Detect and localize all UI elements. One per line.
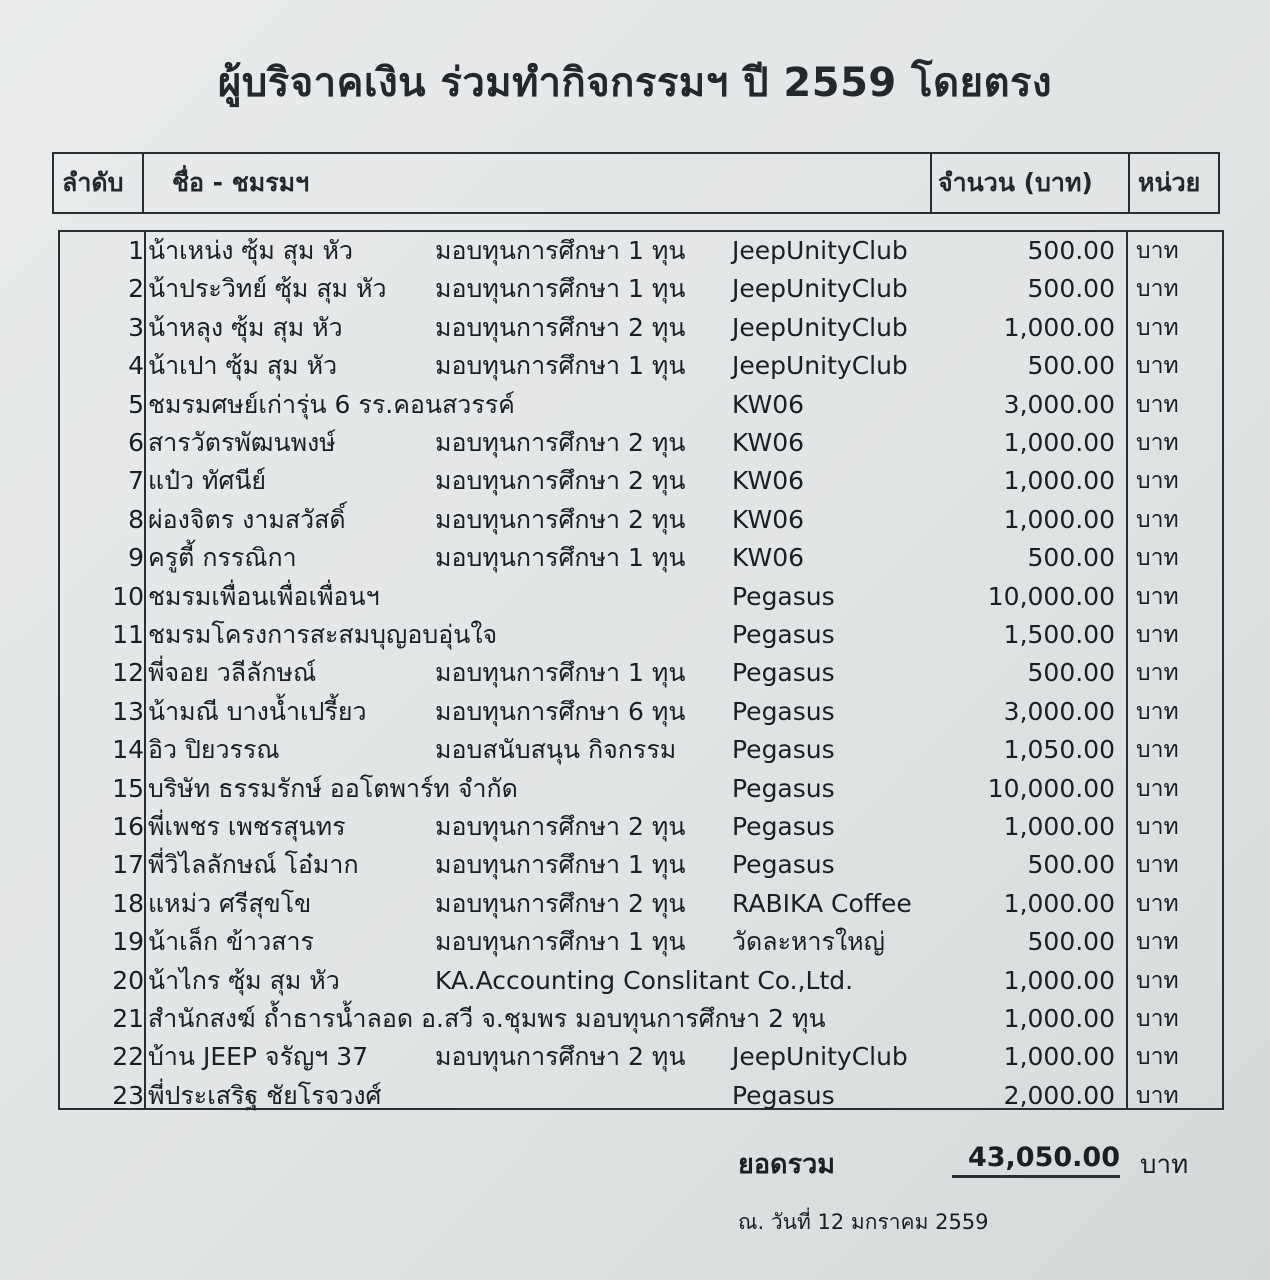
cell-desc: KA.Accounting Conslitant Co.,Ltd. [435, 965, 854, 995]
cell-name: ชมรมศษย์เก่ารุ่น 6 รร.คอนสวรรค์ [148, 389, 515, 419]
cell-amount: 1,000.00 [1003, 965, 1115, 995]
cell-club: JeepUnityClub [732, 1042, 908, 1072]
cell-desc: มอบทุนการศึกษา 1 ทุน [435, 543, 686, 573]
table-row [60, 808, 1222, 846]
cell-name: พี่ประเสริฐ ชัยโรจวงศ์ [148, 1080, 382, 1110]
cell-amount: 1,000.00 [1003, 1042, 1115, 1072]
cell-club: Pegasus [732, 850, 835, 880]
cell-name: บ้าน JEEP จรัญฯ 37 [148, 1042, 369, 1072]
cell-amount: 3,000.00 [1003, 389, 1115, 419]
cell-no: 16 [112, 812, 144, 841]
page-title: ผู้บริจาคเงิน ร่วมทำกิจกรรมฯ ปี 2559 โดยตรง [217, 60, 1053, 106]
cell-unit: บาท [1136, 967, 1179, 994]
header-name: ชื่อ - ชมรมฯ [172, 168, 310, 197]
cell-unit: บาท [1136, 1082, 1179, 1109]
cell-no: 5 [128, 389, 144, 419]
cell-club: Pegasus [732, 773, 835, 803]
cell-amount: 1,000.00 [1003, 428, 1115, 457]
header-no: ลำดับ [62, 168, 124, 197]
cell-name: แป๋ว ทัศนีย์ [148, 466, 267, 496]
table-row [60, 885, 1222, 923]
cell-name: สำนักสงฆ์ ถ้ำธารน้ำลอด อ.สวี จ.ชุมพร มอบทุนการศึกษา 2 ทุน [148, 1004, 826, 1033]
cell-no: 8 [128, 504, 144, 534]
cell-amount: 1,000.00 [1003, 466, 1115, 496]
table-row [60, 693, 1222, 731]
cell-amount: 500.00 [1027, 236, 1115, 265]
cell-desc: มอบทุนการศึกษา 1 ทุน [435, 351, 686, 381]
cell-unit: บาท [1136, 238, 1179, 264]
cell-amount: 1,000.00 [1003, 1004, 1115, 1033]
cell-unit: บาท [1136, 353, 1179, 380]
table-row [60, 846, 1222, 884]
cell-no: 17 [112, 850, 144, 880]
cell-desc: มอบทุนการศึกษา 2 ทุน [435, 312, 686, 342]
cell-no: 10 [112, 581, 144, 611]
cell-unit: บาท [1136, 775, 1179, 802]
cell-desc: มอบทุนการศึกษา 1 ทุน [435, 927, 686, 957]
header-amount: จำนวน (บาท) [938, 168, 1093, 197]
table-row [60, 424, 1222, 462]
cell-desc: มอบทุนการศึกษา 1 ทุน [435, 658, 686, 688]
table-row [60, 616, 1222, 654]
cell-amount: 500.00 [1027, 658, 1115, 688]
table-row [60, 386, 1222, 424]
cell-unit: บาท [1136, 583, 1179, 610]
cell-name: ชมรมโครงการสะสมบุญอบอุ่นใจ [148, 620, 498, 649]
header-divider [930, 154, 932, 212]
cell-name: ผ่องจิตร งามสวัสดิ์ [148, 504, 346, 534]
cell-club: KW06 [732, 504, 805, 534]
cell-club: RABIKA Coffee [732, 888, 912, 918]
cell-name: น้าเหน่ง ซุ้ม สุม หัว [148, 236, 353, 265]
cell-name: อิว ปิยวรรณ [148, 735, 280, 765]
table-row [60, 232, 1222, 270]
cell-name: น้ามณี บางน้ำเปรี้ยว [148, 696, 367, 726]
cell-no: 20 [112, 965, 144, 995]
cell-unit: บาท [1136, 1044, 1179, 1071]
cell-club: JeepUnityClub [732, 274, 908, 304]
cell-club: Pegasus [732, 735, 835, 765]
cell-no: 4 [128, 351, 144, 381]
cell-name: แหม่ว ศรีสุขโข [148, 888, 312, 918]
cell-unit: บาท [1136, 468, 1179, 495]
cell-unit: บาท [1136, 430, 1179, 456]
cell-amount: 500.00 [1027, 274, 1115, 304]
cell-club: KW06 [732, 428, 805, 457]
cell-no: 22 [112, 1042, 144, 1072]
cell-club: Pegasus [732, 620, 835, 649]
cell-desc: มอบทุนการศึกษา 1 ทุน [435, 850, 686, 880]
header-divider [142, 154, 144, 212]
table-header [52, 152, 1220, 214]
cell-club: วัดละหารใหญ่ [732, 927, 885, 957]
cell-desc: มอบทุนการศึกษา 6 ทุน [435, 696, 686, 726]
cell-unit: บาท [1136, 929, 1179, 956]
cell-unit: บาท [1136, 391, 1179, 418]
cell-amount: 500.00 [1027, 927, 1115, 957]
cell-no: 7 [128, 466, 144, 496]
cell-unit: บาท [1136, 622, 1179, 648]
cell-no: 19 [112, 927, 144, 957]
cell-desc: มอบทุนการศึกษา 2 ทุน [435, 1042, 686, 1072]
cell-club: KW06 [732, 543, 805, 573]
table-row [60, 654, 1222, 692]
cell-no: 13 [112, 696, 144, 726]
cell-club: Pegasus [732, 696, 835, 726]
cell-desc: มอบทุนการศึกษา 2 ทุน [435, 812, 686, 841]
cell-club: JeepUnityClub [732, 312, 908, 342]
cell-desc: มอบทุนการศึกษา 2 ทุน [435, 888, 686, 918]
cell-club: Pegasus [732, 581, 835, 611]
cell-unit: บาท [1136, 814, 1179, 840]
table-row [60, 462, 1222, 500]
cell-unit: บาท [1136, 660, 1179, 687]
table-row [60, 770, 1222, 808]
donor-table [58, 230, 1224, 1110]
table-row [60, 501, 1222, 539]
table-row [60, 1077, 1222, 1115]
cell-desc: มอบทุนการศึกษา 1 ทุน [435, 274, 686, 304]
header-divider [1128, 154, 1130, 212]
total-unit: บาท [1140, 1150, 1189, 1180]
total-label: ยอดรวม [738, 1149, 836, 1180]
cell-no: 12 [112, 658, 144, 688]
cell-name: ครูตี้ กรรณิกา [148, 543, 297, 573]
cell-amount: 10,000.00 [987, 773, 1115, 803]
table-row [60, 962, 1222, 1000]
table-row [60, 923, 1222, 961]
cell-club: Pegasus [732, 812, 835, 841]
cell-no: 15 [112, 773, 144, 803]
cell-amount: 1,000.00 [1003, 888, 1115, 918]
cell-club: Pegasus [732, 658, 835, 688]
header-unit: หน่วย [1138, 168, 1201, 197]
cell-unit: บาท [1136, 737, 1179, 764]
cell-unit: บาท [1136, 276, 1179, 303]
cell-amount: 500.00 [1027, 850, 1115, 880]
table-row [60, 270, 1222, 308]
cell-name: พี่วิไลลักษณ์ โอ๋มาก [148, 850, 359, 880]
cell-unit: บาท [1136, 314, 1179, 341]
cell-club: JeepUnityClub [732, 236, 908, 265]
cell-name: พี่จอย วลีลักษณ์ [148, 658, 317, 688]
cell-name: น้าเล็ก ข้าวสาร [148, 927, 314, 957]
cell-unit: บาท [1136, 506, 1179, 533]
cell-amount: 2,000.00 [1003, 1080, 1115, 1110]
cell-unit: บาท [1136, 1006, 1179, 1032]
cell-club: JeepUnityClub [732, 351, 908, 381]
cell-amount: 3,000.00 [1003, 696, 1115, 726]
table-row [60, 309, 1222, 347]
cell-no: 23 [112, 1080, 144, 1110]
cell-name: บริษัท ธรรมรักษ์ ออโตพาร์ท จำกัด [148, 773, 518, 803]
cell-club: KW06 [732, 466, 805, 496]
table-row [60, 1000, 1222, 1038]
cell-desc: มอบทุนการศึกษา 1 ทุน [435, 236, 686, 265]
cell-no: 11 [112, 620, 144, 649]
cell-no: 18 [112, 888, 144, 918]
table-row [60, 539, 1222, 577]
cell-name: น้าประวิทย์ ซุ้ม สุม หัว [148, 274, 387, 304]
cell-amount: 1,500.00 [1003, 620, 1115, 649]
table-row [60, 1038, 1222, 1076]
cell-amount: 500.00 [1027, 351, 1115, 381]
cell-desc: มอบทุนการศึกษา 2 ทุน [435, 466, 686, 496]
cell-name: สารวัตรพัฒนพงษ์ [148, 428, 336, 457]
cell-amount: 500.00 [1027, 543, 1115, 573]
cell-desc: มอบทุนการศึกษา 2 ทุน [435, 428, 686, 457]
cell-amount: 1,000.00 [1003, 504, 1115, 534]
cell-no: 3 [128, 312, 144, 342]
cell-unit: บาท [1136, 545, 1179, 572]
cell-amount: 1,050.00 [1003, 735, 1115, 765]
table-row [60, 731, 1222, 769]
cell-club: KW06 [732, 389, 805, 419]
cell-unit: บาท [1136, 890, 1179, 917]
cell-name: พี่เพชร เพชรสุนทร [148, 812, 346, 841]
cell-amount: 1,000.00 [1003, 312, 1115, 342]
cell-name: น้าไกร ซุ้ม สุม หัว [148, 965, 340, 995]
cell-unit: บาท [1136, 852, 1179, 879]
cell-amount: 1,000.00 [1003, 812, 1115, 841]
cell-unit: บาท [1136, 698, 1179, 725]
report-date: ณ. วันที่ 12 มกราคม 2559 [738, 1210, 989, 1234]
cell-amount: 10,000.00 [987, 581, 1115, 611]
cell-no: 6 [128, 428, 144, 457]
cell-desc: มอบสนับสนุน กิจกรรม [435, 735, 677, 765]
cell-no: 1 [128, 236, 144, 265]
cell-club: Pegasus [732, 1080, 835, 1110]
cell-no: 21 [112, 1004, 144, 1033]
cell-no: 2 [128, 274, 144, 304]
table-row [60, 347, 1222, 385]
cell-name: น้าเปา ซุ้ม สุม หัว [148, 351, 338, 381]
cell-no: 14 [112, 735, 144, 765]
cell-name: น้าหลุง ซุ้ม สุม หัว [148, 312, 343, 342]
total-value: 43,050.00 [952, 1142, 1120, 1178]
cell-desc: มอบทุนการศึกษา 2 ทุน [435, 504, 686, 534]
cell-name: ชมรมเพื่อนเพื่อเพื่อนฯ [148, 581, 380, 611]
table-row [60, 578, 1222, 616]
cell-no: 9 [128, 543, 144, 573]
